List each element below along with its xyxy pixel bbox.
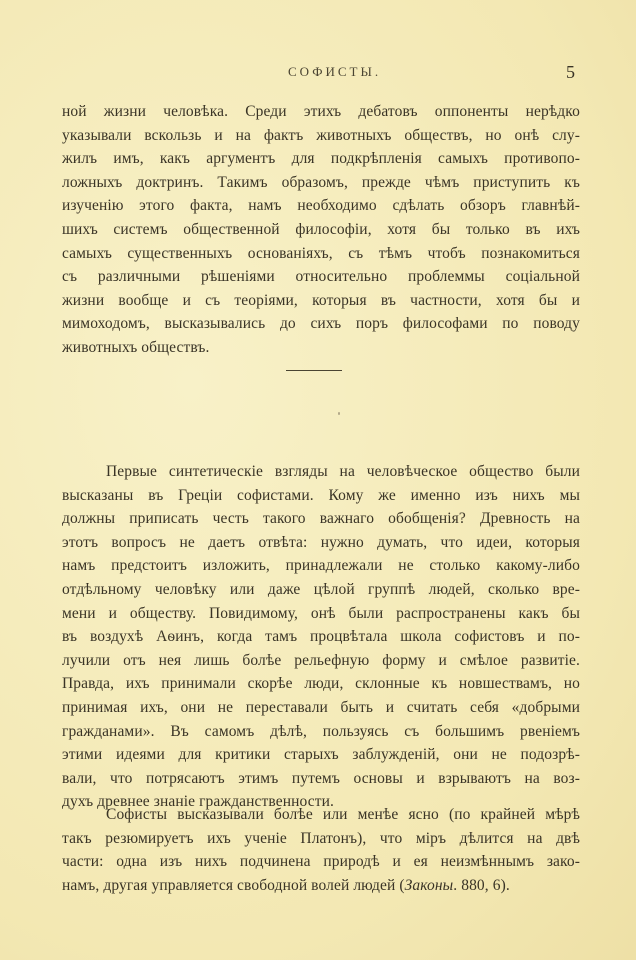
text-line: съ различными рѣшеніями относительно проблеммы соціальной — [62, 268, 580, 286]
text-line: изученію этого факта, намъ необходимо сдѣлать обзоръ главнѣй- — [62, 197, 580, 215]
paragraph-sophists-doctrine — [62, 803, 580, 897]
paper-speck — [338, 412, 340, 415]
text-line: животныхъ обществъ. — [62, 338, 210, 356]
paragraph-continuation — [62, 100, 580, 360]
text-line: этотъ вопросъ не даетъ отвѣта: нужно думать, что идеи, которыя — [62, 533, 580, 551]
paragraph-sophists-intro — [62, 460, 580, 814]
text-line: Первые синтетическіе взгляды на человѣческое общество были — [106, 463, 580, 480]
text-line: должны приписать честь такого важнаго обобщенія? Древность на — [62, 510, 580, 528]
section-divider — [286, 370, 342, 371]
text-line: такъ резюмируетъ ихъ ученіе Платонъ), что міръ дѣлится на двѣ — [62, 829, 580, 847]
citation-reference: . 880, 6). — [453, 876, 510, 894]
text-line: намъ предстоитъ изложить, принадлежали не столько какому-либо — [62, 557, 580, 575]
text-line: этими идеями для критики старыхъ заблужденій, они не подозрѣ- — [62, 746, 580, 764]
text-line: гражданами». Въ самомъ дѣлѣ, пользуясь съ большимъ рвеніемъ — [62, 722, 580, 740]
citation-work-title: Законы — [404, 876, 454, 894]
page-header — [0, 64, 636, 86]
text-line: жилъ имъ, какъ аргументъ для подкрѣпленія самыхъ противопо- — [62, 150, 580, 168]
text-line: Правда, ихъ принимали скорѣе люди, склонные къ новшествамъ, но — [62, 675, 580, 693]
text-line: шихъ системъ общественной философіи, хотя бы только въ ихъ — [62, 220, 580, 238]
text-line: самыхъ существенныхъ основаніяхъ, съ тѣмъ чтобъ познакомиться — [62, 244, 580, 262]
text-line: мени и обществу. Повидимому, онѣ были распространены какъ бы — [62, 604, 580, 622]
page-number: 5 — [566, 62, 575, 82]
text-line-fragment: намъ, другая управляется свободной волей людей ( — [62, 876, 405, 894]
text-line: жизни вообще и съ теоріями, которыя въ частности, хотя бы и — [62, 291, 580, 309]
text-line: отдѣльному человѣку или даже цѣлой группѣ людей, сколько вре- — [62, 580, 580, 598]
running-title: СОФИСТЫ. — [288, 64, 382, 79]
text-line: мимоходомъ, высказывались до сихъ поръ философами по поводу — [62, 315, 580, 333]
text-line: принимая ихъ, они не переставали быть и считать себя «добрыми — [62, 698, 580, 716]
text-line: духъ древнее знаніе гражданственности. — [62, 793, 334, 811]
text-line: ной жизни человѣка. Среди этихъ дебатовъ оппоненты нерѣдко — [62, 103, 580, 120]
text-line: въ воздухѣ Аѳинъ, когда тамъ процвѣтала школа софистовъ и по- — [62, 628, 580, 646]
text-line: лучили отъ нея лишь болѣе рельефную форму и смѣлое развитіе. — [62, 651, 580, 669]
text-line: Софисты высказывали болѣе или менѣе ясно (по крайней мѣрѣ — [106, 806, 580, 823]
text-line: высказаны въ Греціи софистами. Кому же именно изъ нихъ мы — [62, 486, 580, 504]
text-line-with-citation — [62, 874, 580, 898]
text-line: ложныхъ доктринъ. Такимъ образомъ, прежде чѣмъ приступить къ — [62, 173, 580, 191]
text-line: вали, что потрясаютъ этимъ путемъ основы и взрываютъ на воз- — [62, 769, 580, 787]
text-line: указывали вскользь и на фактъ животныхъ обществъ, но онѣ слу- — [62, 126, 580, 144]
text-line: части: одна изъ нихъ подчинена природѣ и ея неизмѣннымъ зако- — [62, 853, 580, 871]
